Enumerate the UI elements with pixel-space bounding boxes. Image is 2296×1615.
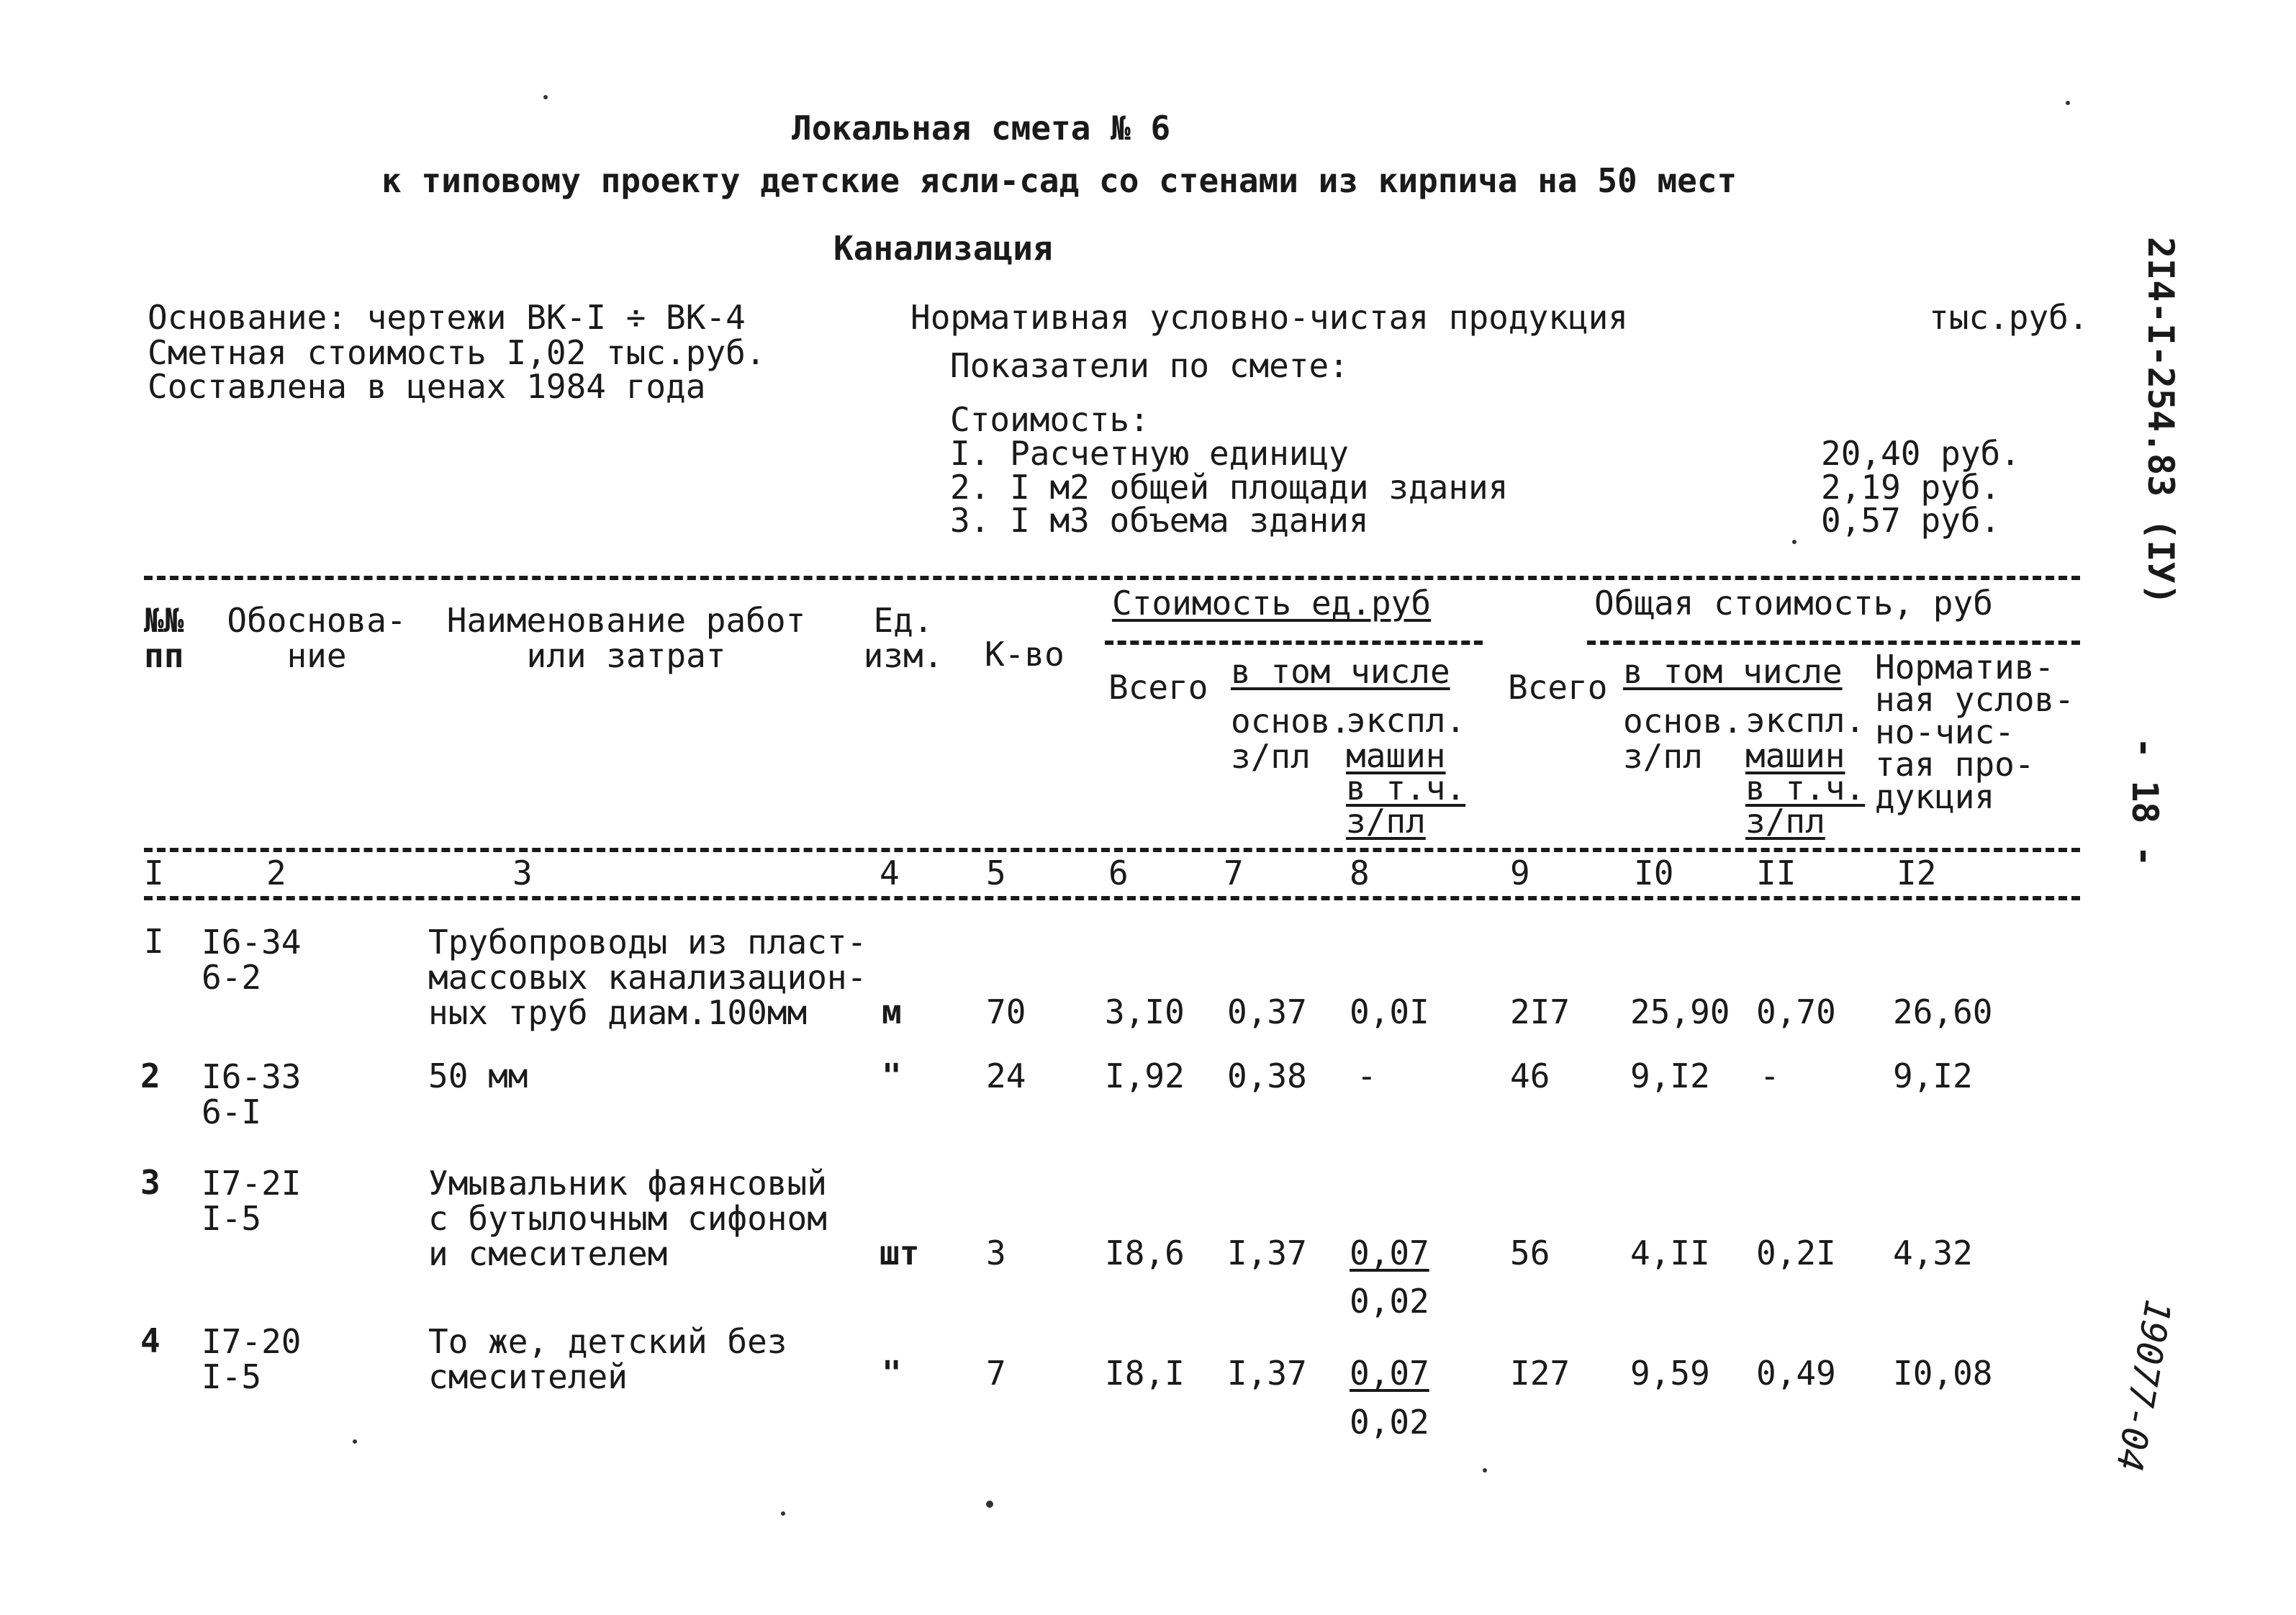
column-number: II [1756,854,1796,892]
column-number: I [144,854,164,892]
row-unit-mach: 0,0I [1350,992,1429,1031]
row-qty: 70 [986,992,1026,1031]
inventory-number: 19077-04 [2107,1296,2179,1475]
col-header-qty: К-во [985,635,1065,674]
row-unit-wage: I,37 [1227,1354,1307,1393]
row-name: Умывальник фаянсовый с бутылочным сифоном и смесителем [428,1164,827,1273]
indicator-label: I. Расчетную единицу [950,434,1349,473]
row-total-mach: 0,2I [1756,1234,1836,1272]
indicator-label: 2. I м2 общей площади здания [950,468,1509,507]
document-subtitle: к типовому проекту детские ясли-сад со стенами из кирпича на 50 мест [381,161,1737,200]
scan-speck [543,95,548,99]
row-normative: I0,08 [1893,1354,1993,1393]
project-code: 2I4-I-254.83 (IУ) [2140,237,2182,605]
row-unit-wage: 0,37 [1227,992,1307,1031]
row-name: То же, детский без смесителей [428,1322,787,1396]
col-header-unit-mach: машин [1346,736,1446,775]
col-header-unit-mach-incl: в т.ч. [1346,769,1466,808]
row-unit-total: 3,I0 [1105,992,1185,1031]
header-bottom-rule [144,848,2080,852]
unit-cost-group-header: Стоимость ед.руб [1112,584,1432,623]
column-number: 5 [986,854,1006,892]
normative-label: Нормативная условно-чистая продукция [910,298,1628,337]
col-header-total-mach-incl: в т.ч. [1745,769,1866,808]
row-total-mach: - [1760,1057,1780,1095]
row-unit-mach: - [1357,1057,1377,1095]
table-top-rule [144,576,2080,580]
col-header-total: Всего [1508,668,1608,707]
page-number: - 18 - [2124,737,2166,867]
col-header-total-mach: экспл. [1745,701,1866,740]
row-unit: шт [880,1234,920,1272]
row-total-mach: 0,49 [1756,1354,1836,1393]
col-header-total-incl: в том числе [1623,652,1843,691]
row-basis: I6-33 6-I [202,1057,302,1131]
row-unit: " [882,1057,902,1095]
row-unit-wage: I,37 [1227,1234,1307,1272]
price-base-line: Составлена в ценах 1984 года [148,367,706,406]
col-header-number: №№ пп [144,601,184,675]
row-normative: 26,60 [1893,992,1993,1031]
row-number: 4 [140,1321,161,1360]
row-unit: " [882,1354,902,1393]
column-numbers-rule [144,896,2080,900]
indicators-label: Показатели по смете: [950,346,1349,385]
indicator-value: 2,19 руб. [1821,468,2001,507]
indicator-value: 0,57 руб. [1821,501,2001,540]
row-total-mach: 0,70 [1756,992,1836,1031]
row-unit-mach-wage: 0,02 [1350,1403,1429,1442]
scan-speck [2066,101,2070,105]
column-number: 3 [512,854,533,892]
row-number: I [144,922,164,961]
column-number: 2 [266,854,286,892]
column-number: 4 [880,854,900,892]
column-number: 7 [1224,854,1244,892]
column-number: I0 [1634,854,1674,892]
indicator-value: 20,40 руб. [1821,434,2020,473]
row-normative: 4,32 [1893,1234,1973,1272]
row-total: 2I7 [1510,992,1570,1031]
row-qty: 24 [986,1057,1026,1095]
row-qty: 3 [986,1234,1006,1272]
row-total-wage: 9,I2 [1630,1057,1710,1095]
row-basis: I7-20 I-5 [202,1322,302,1396]
col-header-unit-incl: в том числе [1231,652,1450,691]
row-total: I27 [1510,1354,1570,1393]
column-number: 8 [1350,854,1370,892]
indicator-label: 3. I м3 объема здания [950,501,1369,540]
scan-speck [353,1439,357,1444]
col-header-normative: Норматив- ная услов- но-чис- тая про- дукция [1875,648,2074,816]
row-unit-wage: 0,38 [1227,1057,1307,1095]
row-total-wage: 9,59 [1630,1354,1710,1393]
col-header-name: Наименование работ или затрат [446,601,806,675]
cost-label: Стоимость: [950,400,1149,439]
normative-unit: тыс.руб. [1929,298,2089,337]
row-unit-total: I8,I [1105,1354,1185,1393]
scan-speck [1483,1468,1487,1472]
row-unit-total: I8,6 [1105,1234,1185,1272]
row-unit-mach: 0,07 [1350,1234,1429,1272]
col-header-unit-mach: экспл. [1346,701,1466,740]
column-number: 9 [1510,854,1530,892]
col-header-total-mach: машин [1745,736,1845,775]
column-number: I2 [1897,854,1937,892]
column-number: 6 [1108,854,1129,892]
col-header-total-mach-wage: з/пл [1745,802,1825,841]
basis-line: Основание: чертежи ВК-I ÷ ВК-4 [148,298,746,337]
row-basis: I6-34 6-2 [202,923,302,997]
row-unit-total: I,92 [1105,1057,1185,1095]
scan-speck [1792,540,1796,544]
row-number: 3 [140,1163,161,1202]
document-title: Локальная смета № 6 [792,109,1171,148]
scan-speck [986,1501,993,1508]
row-total: 46 [1510,1057,1550,1095]
row-unit-mach-wage: 0,02 [1350,1282,1429,1321]
total-cost-group-rule [1587,641,2080,645]
estimate-cost-line: Сметная стоимость I,02 тыс.руб. [148,333,766,372]
row-total: 56 [1510,1234,1550,1272]
total-cost-group-header: Общая стоимость, руб [1594,584,1993,623]
row-normative: 9,I2 [1893,1057,1973,1095]
row-name: Трубопроводы из пласт- массовых канализацион- ных труб диам.100мм [428,923,867,1032]
row-total-wage: 25,90 [1630,992,1730,1031]
row-qty: 7 [986,1354,1006,1393]
col-header-unit: Ед. изм. [863,601,944,675]
row-total-wage: 4,II [1630,1234,1710,1272]
section-title: Канализация [833,229,1053,268]
row-unit: м [882,992,902,1031]
row-basis: I7-2I I-5 [202,1164,302,1238]
col-header-total-wage: основ. з/пл [1623,702,1743,776]
col-header-unit-total: Всего [1108,668,1208,707]
col-header-unit-mach-wage: з/пл [1346,802,1426,841]
row-number: 2 [140,1057,161,1095]
col-header-basis: Обоснова- ние [227,601,407,675]
col-header-unit-wage: основ. з/пл [1231,702,1351,776]
unit-cost-group-rule [1105,641,1483,645]
row-name: 50 мм [428,1057,528,1095]
scan-speck [781,1511,785,1516]
row-unit-mach: 0,07 [1350,1354,1429,1393]
